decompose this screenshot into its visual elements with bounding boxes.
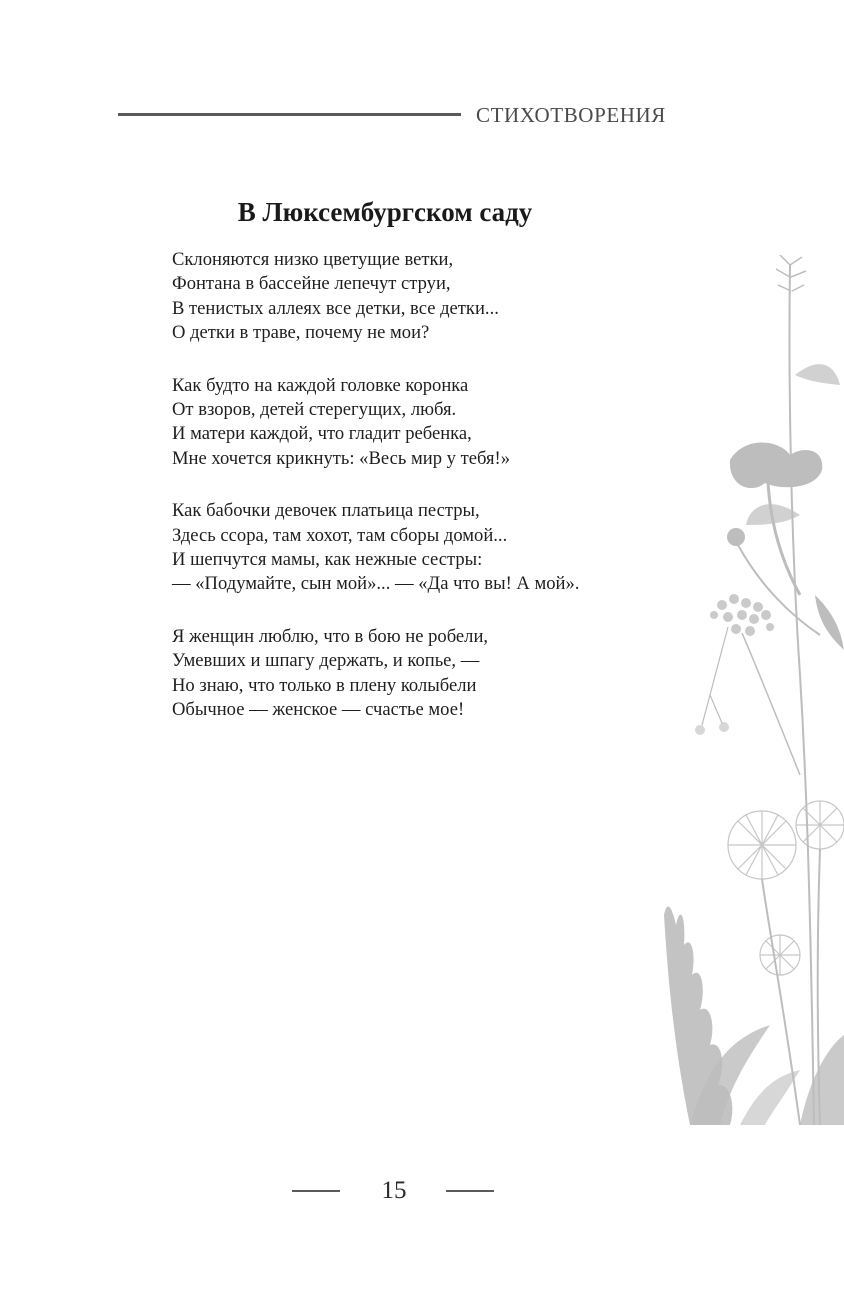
poem-line: О детки в траве, почему не мои? [172,322,430,344]
poem-line: Склоняются низко цветущие ветки, [172,249,454,270]
poem-line: Как будто на каждой головке коронка [172,374,469,396]
poem-body [172,248,692,751]
stanza [172,625,692,723]
header-rule [118,113,461,116]
poem-line: — «Подумайте, сын мой»... — «Да что вы! А мой». [172,573,580,595]
poem-line: Я женщин люблю, что в бою не робели, [172,625,489,647]
poem-title: В Люксембургском саду [237,197,533,227]
stanza [172,374,692,472]
poem-line: В тенистых аллеях все детки, все детки... [172,297,499,319]
page-number: 15 [381,1177,407,1204]
stanza [172,248,692,346]
wildflowers-icon [650,255,844,1135]
poem-line: Умевших и шпагу держать, и копье, — [172,650,480,672]
running-head: СТИХОТВОРЕНИЯ [476,103,666,127]
poem-line: Но знаю, что только в плену колыбели [172,674,477,696]
poem-line: И шепчутся мамы, как нежные сестры: [172,549,483,571]
stanza [172,499,692,597]
folio-rule [446,1190,494,1192]
poem-line: Обычное — женское — счастье мое! [172,699,465,721]
poem-line: Здесь ссора, там хохот, там сборы домой... [172,524,508,546]
poem-line: И матери каждой, что гладит ребенка, [172,423,472,445]
poem-line: Фонтана в бассейне лепечут струи, [172,273,451,295]
page-footer [0,1175,844,1209]
folio-rule [292,1190,340,1192]
poem-line: Мне хочется крикнуть: «Весь мир у тебя!» [172,447,511,469]
poem-line: От взоров, детей стерегущих, любя. [172,399,457,421]
poem-line: Как бабочки девочек платьица пестры, [172,500,480,522]
